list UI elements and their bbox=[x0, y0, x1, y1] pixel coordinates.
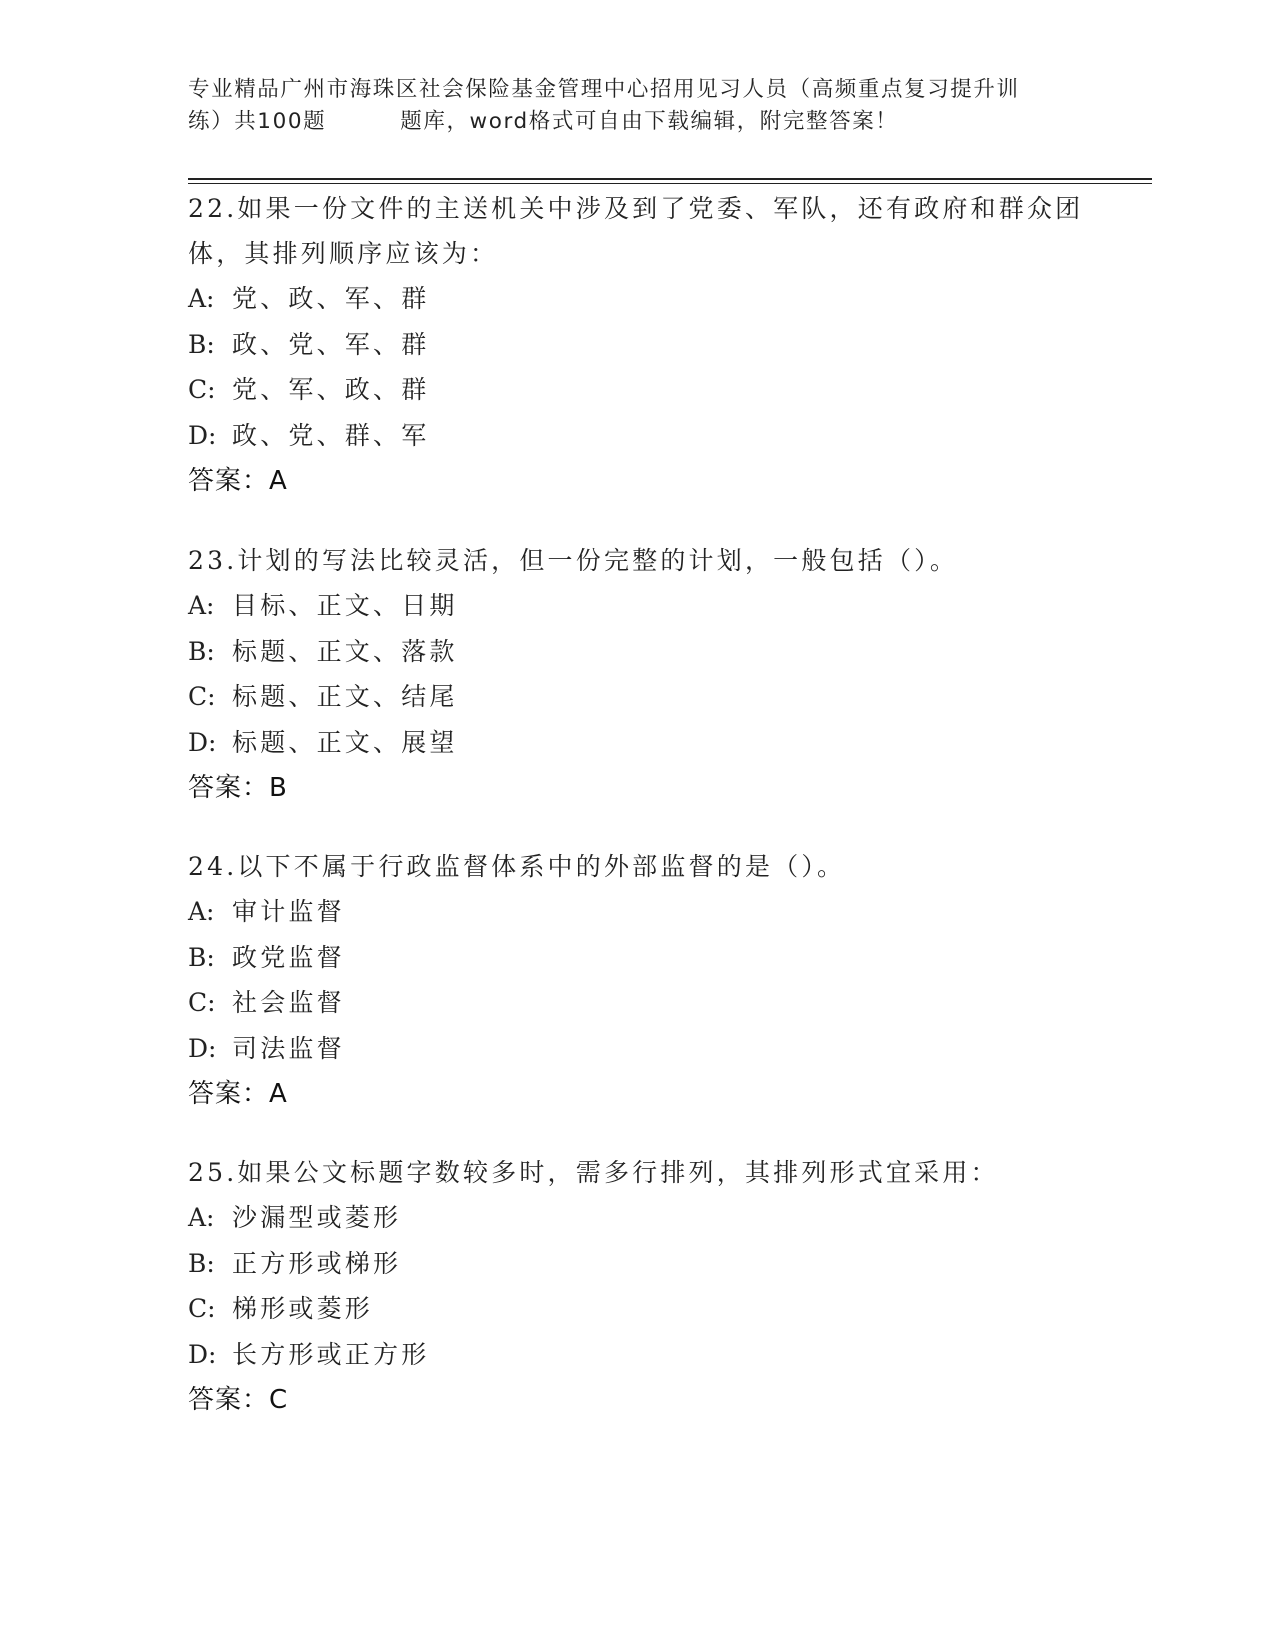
option-key: D: bbox=[188, 1033, 217, 1063]
header-title-line-2a: 练）共100题 bbox=[188, 109, 327, 134]
question-stem: 25.如果公文标题字数较多时，需多行排列，其排列形式宜采用： bbox=[188, 1158, 999, 1187]
option-text: 党、军、政、群 bbox=[232, 375, 430, 404]
option-c bbox=[188, 980, 1088, 1026]
option-text: 目标、正文、日期 bbox=[232, 591, 458, 620]
option-d bbox=[188, 1332, 1088, 1378]
option-a bbox=[188, 889, 1088, 935]
option-text: 政、党、群、军 bbox=[232, 420, 430, 450]
option-text: 社会监督 bbox=[232, 988, 345, 1017]
document-header bbox=[188, 74, 1088, 138]
option-key: C: bbox=[188, 682, 216, 711]
header-title-line-1: 专业精品广州市海珠区社会保险基金管理中心招用见习人员（高频重点复习提升训 bbox=[188, 77, 1020, 102]
question-24 bbox=[188, 844, 1088, 1117]
option-text: 标题、正文、展望 bbox=[232, 727, 458, 757]
option-key: B: bbox=[188, 636, 215, 666]
answer: 答案：B bbox=[188, 773, 288, 803]
option-text: 沙漏型或菱形 bbox=[232, 1203, 402, 1232]
option-key: A: bbox=[188, 284, 215, 313]
question-23 bbox=[188, 538, 1088, 811]
option-text: 正方形或梯形 bbox=[232, 1248, 402, 1278]
option-c bbox=[188, 1286, 1088, 1332]
option-text: 梯形或菱形 bbox=[232, 1294, 374, 1323]
option-key: B: bbox=[188, 329, 215, 359]
option-text: 政党监督 bbox=[232, 942, 345, 972]
option-b bbox=[188, 322, 1088, 368]
header-title-line-2 bbox=[188, 106, 1088, 138]
option-text: 政、党、军、群 bbox=[232, 329, 430, 359]
option-key: D: bbox=[188, 727, 217, 757]
header-double-rule-top bbox=[188, 178, 1152, 180]
option-text: 标题、正文、落款 bbox=[232, 636, 458, 666]
option-b bbox=[188, 629, 1088, 675]
question-25 bbox=[188, 1150, 1088, 1423]
option-text: 审计监督 bbox=[232, 897, 345, 926]
answer: 答案：C bbox=[188, 1385, 289, 1415]
option-d bbox=[188, 720, 1088, 766]
option-c bbox=[188, 674, 1088, 720]
option-key: C: bbox=[188, 988, 216, 1017]
option-a bbox=[188, 1195, 1088, 1241]
option-c bbox=[188, 367, 1088, 413]
option-key: C: bbox=[188, 1294, 216, 1323]
option-b bbox=[188, 1241, 1088, 1287]
question-22 bbox=[188, 186, 1088, 504]
option-key: D: bbox=[188, 420, 217, 450]
option-key: B: bbox=[188, 942, 215, 972]
question-stem: 23.计划的写法比较灵活，但一份完整的计划，一般包括（）。 bbox=[188, 546, 959, 575]
header-double-rule-bottom bbox=[188, 183, 1152, 184]
option-key: A: bbox=[188, 897, 215, 926]
option-d bbox=[188, 1026, 1088, 1072]
answer: 答案：A bbox=[188, 1079, 288, 1109]
option-key: A: bbox=[188, 1203, 215, 1232]
question-stem: 24.以下不属于行政监督体系中的外部监督的是（）。 bbox=[188, 852, 846, 881]
option-key: D: bbox=[188, 1339, 217, 1369]
option-text: 司法监督 bbox=[232, 1033, 345, 1063]
option-a bbox=[188, 583, 1088, 629]
option-text: 党、政、军、群 bbox=[232, 284, 430, 313]
option-key: C: bbox=[188, 375, 216, 404]
option-b bbox=[188, 935, 1088, 981]
option-text: 标题、正文、结尾 bbox=[232, 682, 458, 711]
option-key: A: bbox=[188, 591, 215, 620]
question-stem: 22.如果一份文件的主送机关中涉及到了党委、军队，还有政府和群众团体，其排列顺序应该为： bbox=[188, 194, 1084, 268]
answer: 答案：A bbox=[188, 466, 288, 496]
header-title-line-2b: 题库，word格式可自由下载编辑，附完整答案！ bbox=[400, 109, 899, 134]
option-a bbox=[188, 276, 1088, 322]
option-text: 长方形或正方形 bbox=[232, 1339, 430, 1369]
option-d bbox=[188, 413, 1088, 459]
option-key: B: bbox=[188, 1248, 215, 1278]
